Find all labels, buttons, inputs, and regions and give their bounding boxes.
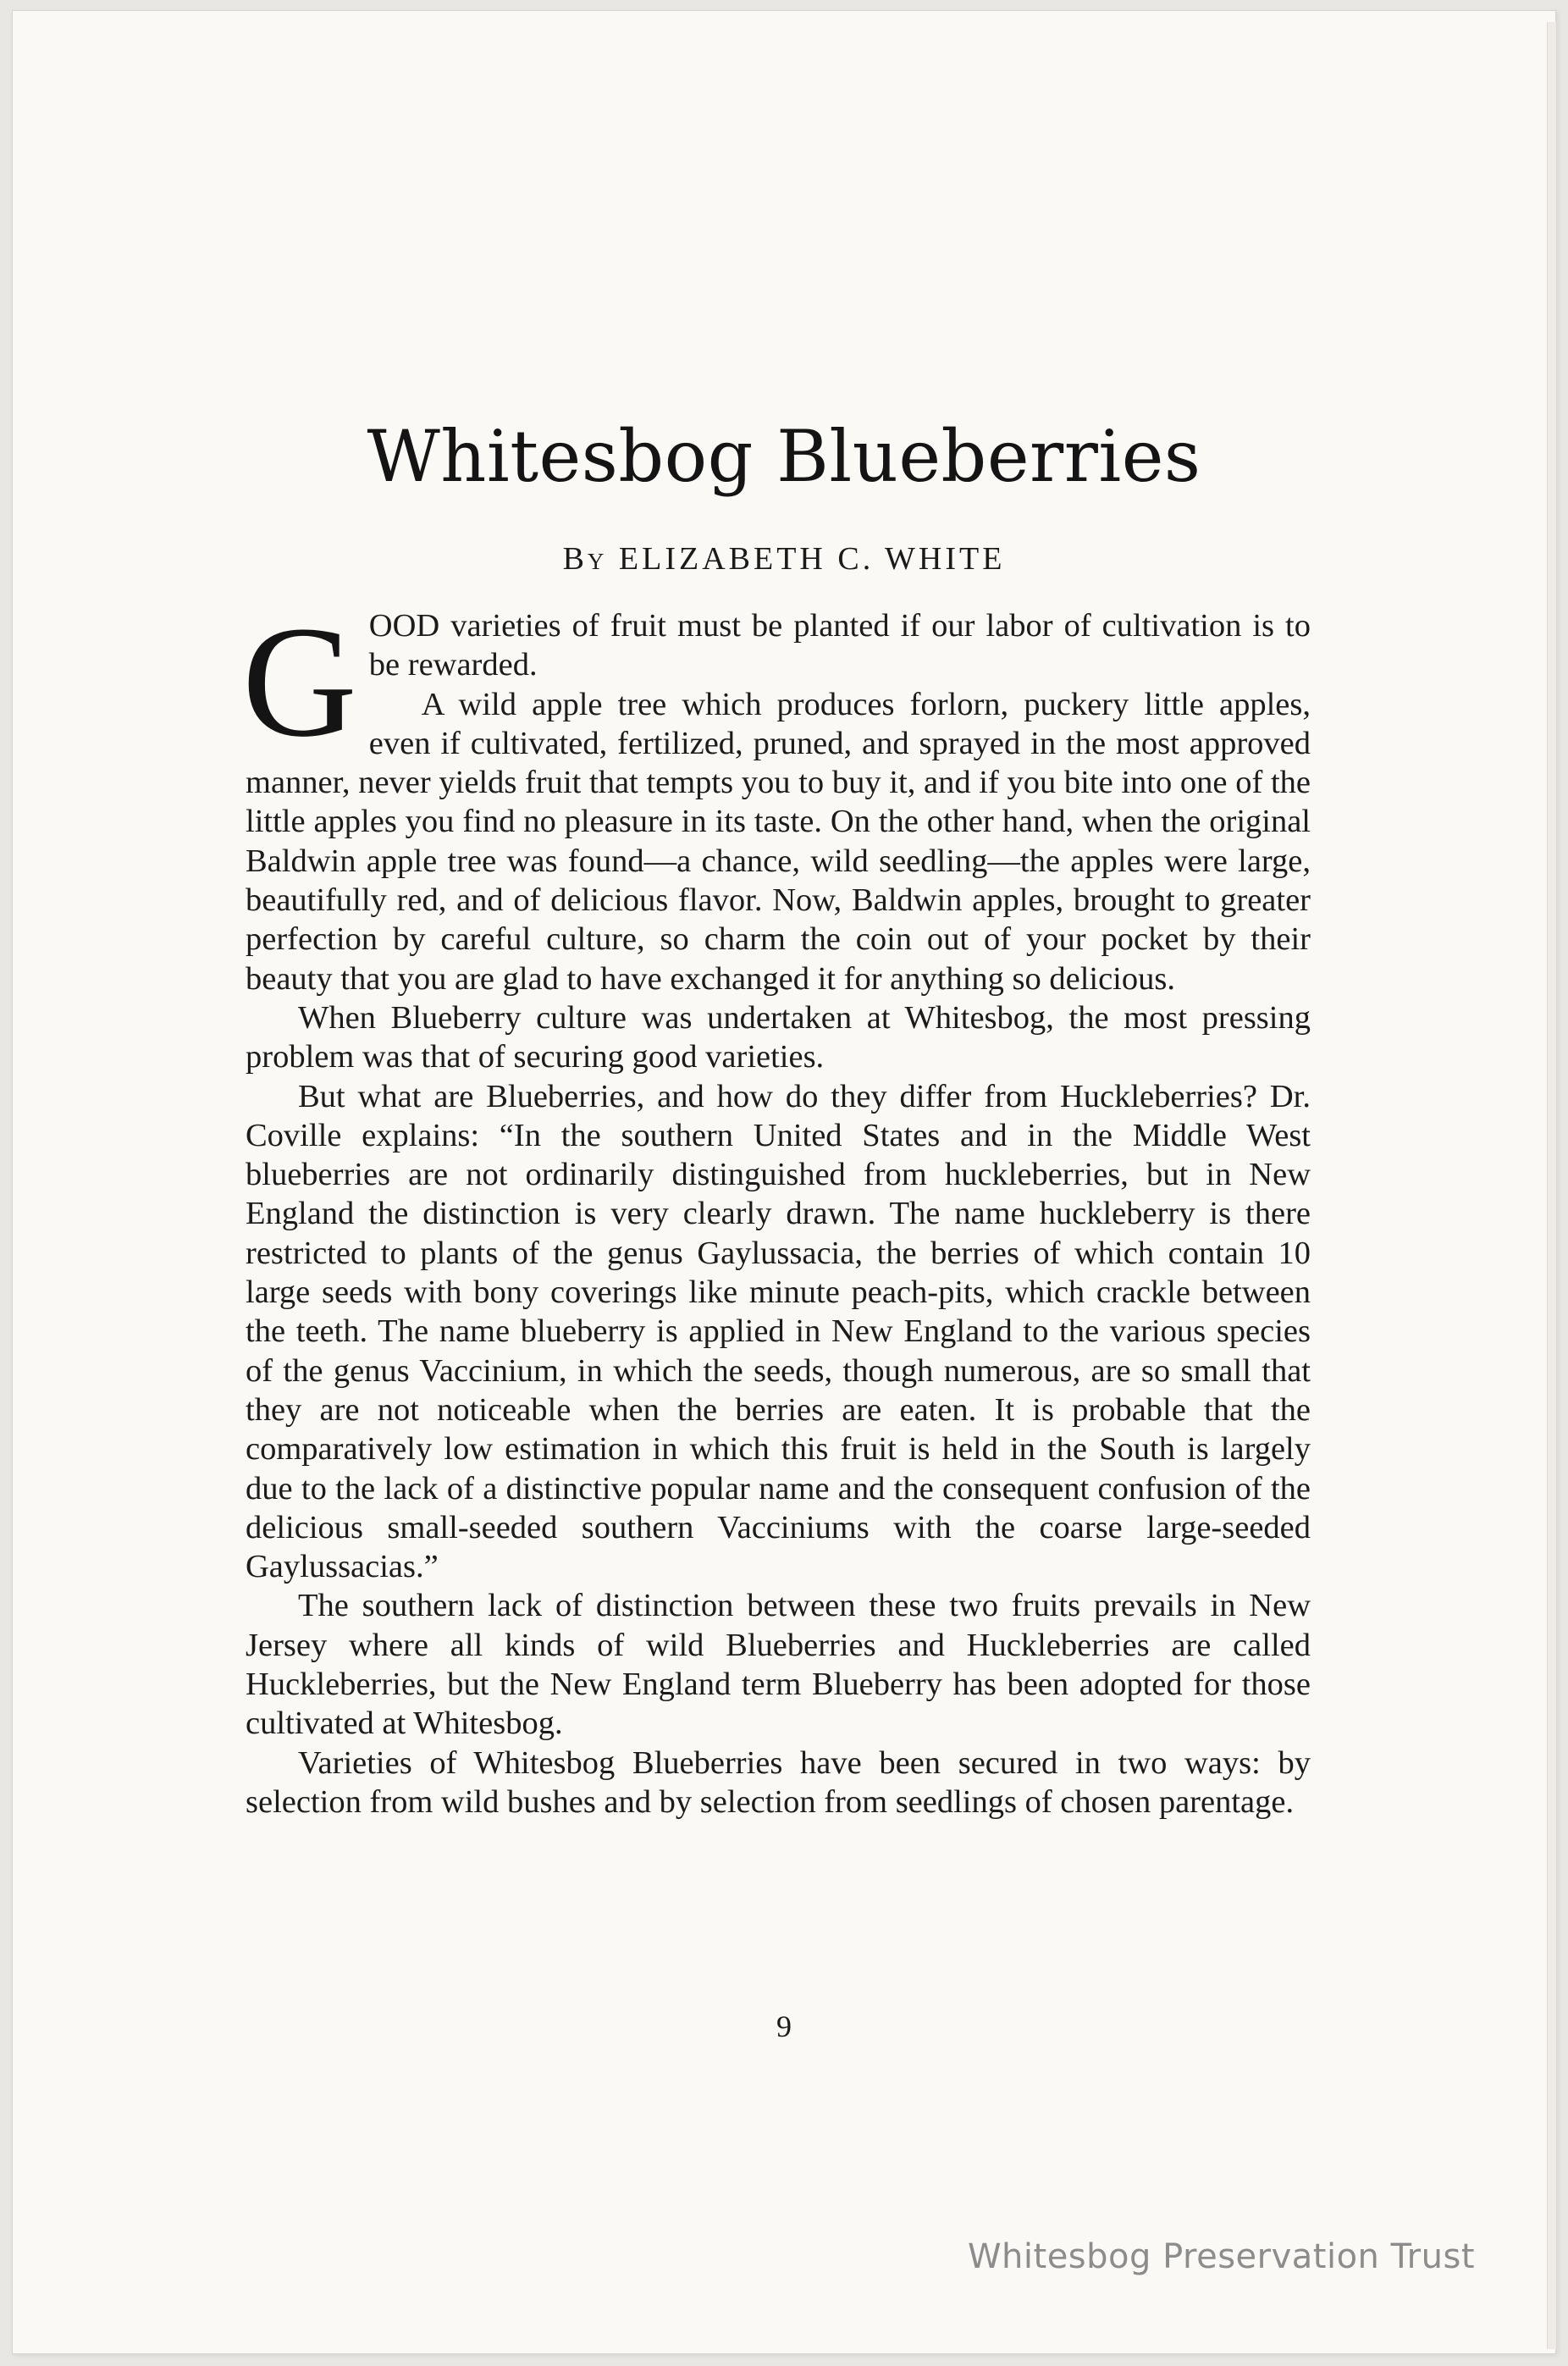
paragraph-6: Varieties of Whitesbog Blueberries have been secured in two ways: by selection from wild bushes and by selection from seedlings of chosen parentage. [246, 1744, 1311, 1820]
paragraph-4: But what are Blueberries, and how do they differ from Huckleberries? Dr. Coville explains: “In the southern United States and in the Middle West blueberries are not ordinarily distinguished from huckleberries, but in New England the distinction is very clearly drawn. The name huckleberry is there restricted to plants of the genus Gaylussacia, the berries of which contain 10 large seeds with bony coverings like minute peach-pits, which crackle between the teeth. The name blueberry is applied in New England to the various species of the genus Vaccinium, in which the seeds, though numerous, are so small that they are not noticeable when the berries are eaten. It is probable that the comparatively low estimation in which this fruit is held in the South is largely due to the lack of a distinctive popular name and the consequent confusion of the delicious small-seeded southern Vacciniums with the coarse large-seeded Gaylussacias.” [246, 1078, 1311, 1585]
byline-author: ELIZABETH C. WHITE [618, 541, 1006, 577]
page-number: 9 [776, 2009, 792, 2043]
drop-cap: G [242, 593, 357, 770]
article-body [242, 593, 1311, 1821]
paragraph-2: A wild apple tree which produces forlorn, puckery little apples, even if cultivated, fertilized, pruned, and sprayed in the most approved manner, never yields fruit that tempts you to buy it, and if you bite into one of the little apples you find no pleasure in its taste. On the other hand, when the original Baldwin apple tree was found—a chance, wild seedling—the apples were large, beautifully red, and of delicious flavor. Now, Baldwin apples, brought to greater perfection by careful culture, so charm the coin out of your pocket by their beauty that you are glad to have exchanged it for anything so delicious. [246, 686, 1311, 997]
paragraph-5: The southern lack of distinction between these two fruits prevails in New Jersey where all kinds of wild Blueberries and Huckleberries are called Huckleberries, but the New England term Blueberry has been adopted for those cultivated at Whitesbog. [246, 1588, 1311, 1742]
article-title: Whitesbog Blueberries [367, 415, 1201, 498]
paragraph-1 [242, 593, 1311, 770]
byline-prefix: By [562, 541, 608, 577]
watermark: Whitesbog Preservation Trust [968, 2237, 1475, 2276]
page-edge [1547, 22, 1556, 2349]
paragraph-1-text: OOD varieties of fruit must be planted if our labor of cultivation is to be rewarded. [368, 608, 1311, 683]
paragraph-3: When Blueberry culture was undertaken at Whitesbog, the most pressing problem was that of securing good varieties. [246, 999, 1311, 1075]
byline [0, 540, 1568, 578]
